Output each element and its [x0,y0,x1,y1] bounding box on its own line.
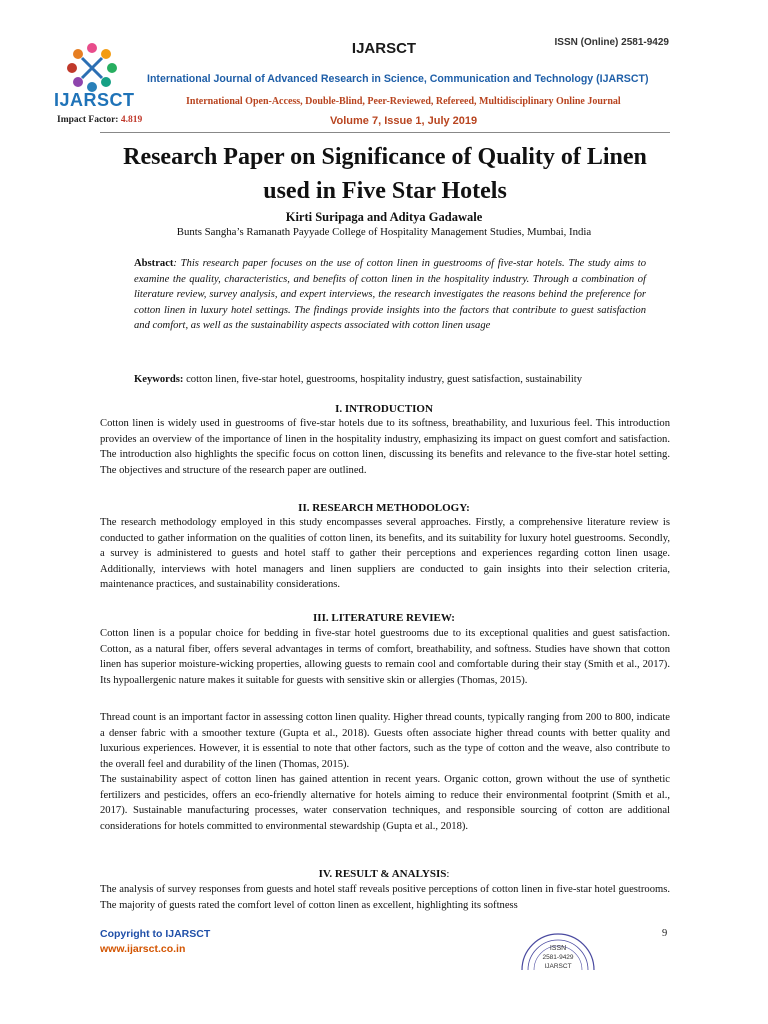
result-heading-text: IV. RESULT & ANALYSIS [318,868,447,880]
keywords [134,372,646,387]
logo-text: IJARSCT [54,90,135,110]
paper-title-line-1: Research Paper on Significance of Quality of Linen [123,144,647,170]
page-number: 9 [662,928,668,939]
seal-text-number: 2581-9429 [542,954,574,961]
issn-label: ISSN (Online) 2581-9429 [554,37,669,48]
abstract-label: Abstract [134,258,174,269]
impact-factor [57,115,142,125]
paper-title [60,140,710,208]
copyright-notice: Copyright to IJARSCT [100,928,211,940]
result-heading-colon: : [446,868,450,880]
journal-short-name: IJARSCT [351,40,417,57]
seal-text-journal: IJARSCT [544,963,572,970]
section-heading-introduction: I. INTRODUCTION [335,403,433,415]
keywords-label: Keywords: [134,374,184,385]
abstract-text: : This research paper focuses on the use of cotton linen in guestrooms of five-star hotels. The study aims to examine the quality, characteristics, and benefits of cotton linen in the hospitality industry. Through a combination of literature review, survey analysis, and expert interviews, the research investigates the reasons behind the preference for cotton linen in luxury hotel settings. The findings provide insights into the factors that contribute to guest satisfaction and comfort, as well as the sustainability aspects associated with cotton linen usage [134,258,646,332]
impact-factor-value: 4.819 [120,115,143,125]
volume-issue: Volume 7, Issue 1, July 2019 [330,115,478,127]
paragraph-methodology: The research methodology employed in this study encompasses several approaches. Firstly, a comprehensive literature review is conducted to gather information on the qualities of cotton linen, its benefits, and its suitability for luxury hotel guestrooms. Secondly, a survey is administered to guests and hotel staff to gather their perceptions and experiences regarding cotton linen usage. Additionally, interviews with hotel managers and linen suppliers are conducted to gain insights into their selection criteria, maintenance practices, and sustainability considerations. [100,517,670,591]
paragraph-result: The analysis of survey responses from guests and hotel staff reveals positive perceptions of cotton linen in five-star hotel guestrooms. The majority of guests rated the comfort level of cotton linen as excellent, highlighting its softness [100,884,670,911]
section-heading-result-analysis [0,868,768,880]
journal-subtitle: International Open-Access, Double-Blind, Peer-Reviewed, Refereed, Multidisciplinary Online Journal [186,96,621,107]
abstract [134,256,646,334]
website-link[interactable]: www.ijarsct.co.in [100,943,186,955]
paragraph-literature-2: Thread count is an important factor in assessing cotton linen quality. Higher thread counts, typically ranging from 200 to 800, indicate a denser fabric with a smoother texture (Gupta et al., 2018). Guests often associate higher thread counts with better quality and luxurious experiences. However, it is essential to note that other factors, such as the type of cotton and the weave, also contribute to the overall feel and durability of the linen (Thomas, 2015). [100,712,670,770]
paragraph-introduction: Cotton linen is widely used in guestrooms of five-star hotels due to its softness, breathability, and luxurious feel. This introduction provides an overview of the importance of linen in the hospitality industry, emphasizing its impact on guest comfort and satisfaction. The introduction also highlights the specific focus on cotton linen, discussing its benefits and relevance to the five-star hotel setting. The objectives and structure of the research paper are outlined. [100,418,670,476]
paragraph-literature-3: The sustainability aspect of cotton linen has gained attention in recent years. Organic cotton, grown without the use of synthetic fertilizers and pesticides, offers an eco-friendly alternative for hotels aiming to reduce their environmental footprint (Smith et al., 2017). Sustainable manufacturing processes, water conservation techniques, and responsible sourcing of cotton are additional considerations for hotels committed to environmental stewardship (Gupta et al., 2018). [100,774,670,832]
affiliation: Bunts Sangha’s Ramanath Payyade College of Hospitality Management Studies, Mumbai, India [176,226,592,238]
impact-factor-label: Impact Factor: [57,115,121,125]
header-divider [100,132,670,133]
section-heading-literature-review: III. LITERATURE REVIEW: [313,612,455,624]
paragraph-literature-1: Cotton linen is a popular choice for bedding in five-star hotel guestrooms due to its exceptional qualities and guest satisfaction. Cotton, as a natural fiber, offers several advantages in terms of comfort, breathability, and softness. Studies have shown that cotton linen has superior moisture-wicking properties, allowing guests to remain cool and comfortable during their stay (Smith et al., 2017). Its hypoallergenic nature makes it suitable for guests with sensitive skin or allergies (Thomas, 2015). [100,628,670,686]
seal-text-issn: ISSN [549,945,567,952]
keywords-text: cotton linen, five-star hotel, guestrooms, hospitality industry, guest satisfaction, sustainability [183,374,583,385]
authors: Kirti Suripaga and Aditya Gadawale [285,210,483,224]
paper-title-line-2: used in Five Star Hotels [263,178,507,204]
journal-full-name: International Journal of Advanced Research in Science, Communication and Technology (IJARSCT) [147,73,649,85]
issn-seal-icon [516,918,600,970]
section-heading-methodology: II. RESEARCH METHODOLOGY: [298,502,470,514]
